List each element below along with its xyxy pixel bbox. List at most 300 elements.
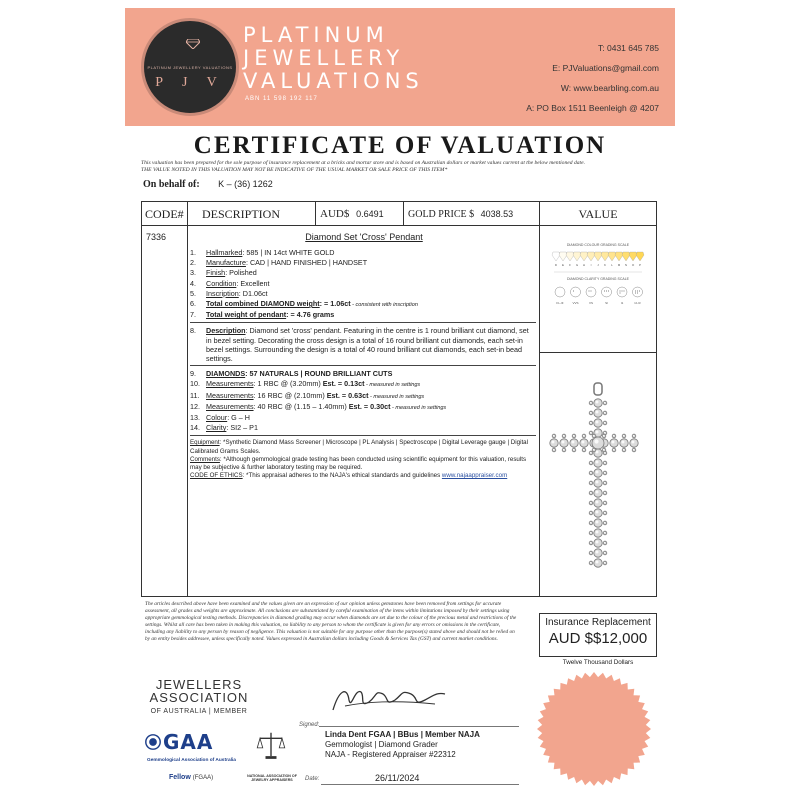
- on-behalf-label: On behalf of:: [143, 179, 200, 190]
- cross-stone-highlight: [590, 522, 591, 523]
- colour-gem: [622, 252, 630, 261]
- cross-stone: [589, 511, 593, 515]
- colour-grade-letter: P: [638, 263, 642, 267]
- cross-stone-highlight: [604, 402, 605, 403]
- clarity-scale-gems: [555, 287, 643, 305]
- cross-bail: [594, 383, 602, 395]
- cross-stone-highlight: [590, 462, 591, 463]
- row-number: 8.: [190, 326, 196, 336]
- cross-stone: [594, 419, 602, 427]
- valuation-table: [141, 201, 657, 597]
- clarity-inclusion: [591, 291, 592, 292]
- cross-stone: [589, 541, 593, 545]
- cross-stone: [603, 561, 607, 565]
- diamond-row: [190, 379, 536, 390]
- cross-stone: [570, 439, 578, 447]
- certificate-page: [125, 8, 675, 794]
- clarity-inclusion: [635, 291, 636, 292]
- row-number: 14.: [190, 423, 200, 433]
- cross-stone-highlight: [595, 460, 598, 463]
- description-column: [188, 226, 540, 596]
- clarity-inclusion: [589, 291, 590, 292]
- clarity-inclusion: [624, 291, 625, 292]
- detail-row: [190, 299, 536, 310]
- cross-stone: [603, 461, 607, 465]
- certificate-title: CERTIFICATE OF VALUATION: [193, 132, 607, 159]
- cross-stone: [603, 521, 607, 525]
- cross-stone-highlight: [604, 522, 605, 523]
- certificate-seal: [535, 670, 653, 788]
- comments-text: : *Although gemmological grade testing has been conducted using scientific equipment for this valuation, results may be subjective & further laboratory testing may be required.: [190, 455, 527, 472]
- cross-stone-highlight: [633, 435, 634, 436]
- equipment-text: : *Synthetic Diamond Mass Screener | Microscope | PL Analysis | Spectroscope | Digital Leverage gauge | Digital Calibrated Grams Scales.: [190, 439, 528, 455]
- cross-stone-highlight: [571, 440, 574, 443]
- cross-stone-highlight: [590, 552, 591, 553]
- cross-stone-highlight: [590, 412, 591, 413]
- cross-stone-highlight: [595, 520, 598, 523]
- clarity-inclusion: [637, 293, 638, 294]
- cross-stone: [610, 439, 618, 447]
- signer-details: [325, 730, 480, 760]
- gold-label: GOLD PRICE $: [408, 209, 475, 220]
- cross-stone-highlight: [623, 449, 624, 450]
- insurance-box: [539, 613, 657, 657]
- naja-text: NATIONAL ASSOCIATION OF JEWELRY APPRAISERS: [247, 774, 297, 783]
- cross-stone-highlight: [603, 435, 604, 436]
- header-aud: [316, 202, 404, 226]
- cross-stone: [630, 439, 638, 447]
- header-gold: [404, 202, 540, 226]
- colour-grade-letter: E: [561, 263, 565, 267]
- row-label: Condition: [206, 278, 237, 288]
- brand-line-3: VALUATIONS: [243, 69, 424, 93]
- clarity-grade-label: VVS: [572, 301, 579, 305]
- cross-stone-highlight: [595, 410, 598, 413]
- cross-stone-highlight: [553, 449, 554, 450]
- colour-gem: [608, 252, 616, 261]
- clarity-inclusion: [620, 291, 621, 292]
- pjv-logo: [141, 18, 239, 116]
- cross-stone-highlight: [631, 440, 634, 443]
- cross-stone-highlight: [633, 449, 634, 450]
- cross-stone-highlight: [613, 449, 614, 450]
- detail-row: [190, 310, 536, 320]
- cross-stone-highlight: [590, 452, 591, 453]
- cross-stone: [594, 509, 602, 517]
- row-label: Finish: [206, 268, 226, 278]
- ja-line-1: JEWELLERS: [155, 677, 243, 692]
- clarity-inclusion: [635, 293, 636, 294]
- signed-label: Signed:: [299, 722, 320, 728]
- contact-address: A: PO Box 1511 Beenleigh @ 4207: [526, 103, 659, 113]
- cross-stone: [592, 437, 604, 449]
- logo-monogram: P J V: [155, 75, 225, 90]
- aud-value: 0.6491: [356, 209, 384, 219]
- clarity-scale-label: DIAMOND CLARITY GRADING SCALE: [567, 277, 629, 281]
- row-label: Inscription: [206, 288, 239, 298]
- colour-grade-letter: H: [582, 263, 586, 267]
- cross-stone-highlight: [603, 449, 604, 450]
- cross-stone: [603, 491, 607, 495]
- on-behalf-value: K – (36) 1262: [218, 179, 273, 189]
- row-value: : G – H: [227, 413, 250, 423]
- detail-row: [190, 289, 536, 299]
- row-value: : 1 RBC @ (3.20mm): [253, 379, 323, 389]
- clarity-inclusion: [620, 293, 621, 294]
- cross-stone: [580, 439, 588, 447]
- cross-stone-highlight: [595, 510, 598, 513]
- row-number: 12.: [190, 401, 200, 411]
- row-estimate: Est. = 0.30ct: [348, 401, 391, 411]
- cross-stone-highlight: [590, 502, 591, 503]
- cross-stone-highlight: [604, 492, 605, 493]
- row-value: : 40 RBC @ (1.15 – 1.40mm): [253, 401, 349, 411]
- ethics-link[interactable]: www.najaappraiser.com: [441, 472, 508, 480]
- colour-grade-letter: K: [603, 263, 607, 267]
- cross-stone-highlight: [590, 432, 591, 433]
- cross-stone: [622, 448, 626, 452]
- date-label: Date:: [305, 776, 320, 782]
- colour-grade-letter: O: [631, 263, 635, 267]
- cross-stone: [594, 469, 602, 477]
- on-behalf-of: [143, 179, 273, 190]
- cross-stone: [622, 434, 626, 438]
- row-value: : D1.06ct: [238, 288, 268, 298]
- colour-gem: [573, 252, 581, 261]
- row-value: : = 1.06ct: [319, 299, 351, 309]
- diamond-row: [190, 423, 536, 433]
- description-row: [190, 326, 536, 363]
- colour-gem: [594, 252, 602, 261]
- colour-gem: [587, 252, 595, 261]
- row-label: Measurements: [206, 379, 254, 389]
- cross-stone: [603, 551, 607, 555]
- cross-stone: [589, 421, 593, 425]
- cross-stone-highlight: [604, 422, 605, 423]
- row-number: 6.: [190, 299, 196, 309]
- gold-value: 4038.53: [480, 209, 514, 219]
- intro-line-2: THE VALUE NOTED IN THIS VALUATION MAY NOT BE INDICATIVE OF THE USUAL MARKET OR SALE PRICE OF THIS ITEM*: [141, 167, 448, 173]
- row-label: Hallmarked: [206, 248, 243, 257]
- cross-stone: [594, 529, 602, 537]
- diamond-row: [190, 391, 536, 402]
- aud-label: AUD$: [320, 208, 350, 220]
- cross-stone: [572, 448, 576, 452]
- header-description: DESCRIPTION: [188, 202, 316, 226]
- cross-stone: [603, 511, 607, 515]
- colour-gem: [636, 252, 644, 261]
- colour-grade-letter: N: [624, 263, 628, 267]
- cross-stone-highlight: [590, 492, 591, 493]
- cross-stone: [594, 539, 602, 547]
- diamond-icon: [186, 39, 200, 49]
- cross-stone-highlight: [595, 400, 598, 403]
- cross-stone-highlight: [595, 420, 598, 423]
- clarity-grade-label: SI: [605, 301, 608, 305]
- item-code: 7336: [146, 232, 167, 242]
- contact-web[interactable]: W: www.bearbling.com.au: [560, 83, 659, 93]
- gaa-fellow: [169, 774, 213, 781]
- cross-stone: [589, 401, 593, 405]
- cross-stone: [603, 411, 607, 415]
- row-note: - measured in settings: [364, 382, 421, 389]
- cross-stone-highlight: [595, 550, 598, 553]
- cross-stone-highlight: [595, 540, 598, 543]
- colour-grade-letter: M: [617, 263, 621, 267]
- row-value: : = 4.76 grams: [286, 310, 335, 320]
- cross-stone-highlight: [563, 435, 564, 436]
- clarity-gem: [586, 287, 596, 297]
- colour-gem: [552, 252, 560, 261]
- cross-stone: [612, 434, 616, 438]
- abn-number: ABN 11 598 192 117: [245, 96, 318, 102]
- cross-stone-highlight: [594, 439, 598, 443]
- cross-stone-highlight: [563, 449, 564, 450]
- code-column: [142, 226, 188, 596]
- cross-stone: [589, 461, 593, 465]
- cross-stone: [632, 448, 636, 452]
- cross-stone: [612, 448, 616, 452]
- cross-stone: [603, 421, 607, 425]
- row-number: 7.: [190, 310, 196, 320]
- cross-stone-highlight: [573, 449, 574, 450]
- signer-title: Gemmologist | Diamond Grader: [325, 740, 438, 749]
- cross-stone-highlight: [604, 472, 605, 473]
- disclaimer-text: The articles described above have been examined and the values given are an expression of our opinion unless gemstones have been removed from settings for accurate assessment, all grades and weights are approximate. All conclusions are substantiated by careful examination of the items within limitations imposed by their settings using appropriate gemmological testing methods. Discrepancies in diamond grading may occur when diamonds are set due to the colour of the precious metal and restrictions of the settings. Whilst all care has been taken in making this valuation, no liability to any person to whom the certificate is given for any errors or omissions in the certificate, including any liability to any person by reason of negligence. This valuation is not suitable for any purpose other than the purpose(s) stated above and should not be relied on by an entity besides addressee, unless specifically noted. Values expressed in Australian dollars including Goods & Services Tax (GST) and current market conditions.: [145, 601, 517, 642]
- cross-stone-highlight: [623, 435, 624, 436]
- cross-stone-highlight: [595, 560, 598, 563]
- ethics-label: CODE OF ETHICS: [190, 472, 243, 480]
- cross-stone-highlight: [595, 490, 598, 493]
- intro-line-1: This valuation has been prepared for the sole purpose of insurance replacement at a bricks and mortar store and is based on Australian dollars or market values current at the below mentioned date.: [141, 160, 585, 166]
- diamond-row: [190, 413, 536, 423]
- date-line: [321, 784, 519, 785]
- cross-stone: [589, 561, 593, 565]
- divider: [190, 322, 536, 323]
- cross-stone: [603, 531, 607, 535]
- row-label: Clarity: [206, 423, 227, 433]
- row-number: 2.: [190, 258, 196, 268]
- cross-stone-highlight: [604, 432, 605, 433]
- colour-gem: [629, 252, 637, 261]
- equipment-label: Equipment: [190, 439, 220, 447]
- cross-stone: [594, 489, 602, 497]
- signature-line: [319, 726, 519, 727]
- divider: [190, 365, 536, 366]
- gaa-fellow-sub: (FGAA): [192, 775, 214, 781]
- colour-grade-letter: G: [575, 263, 579, 267]
- cross-stone: [589, 481, 593, 485]
- cross-stone: [603, 501, 607, 505]
- clarity-gem: [617, 287, 627, 297]
- gaa-emblem-icon: [141, 730, 165, 754]
- cross-stone-highlight: [595, 470, 598, 473]
- cross-stone-highlight: [590, 542, 591, 543]
- cross-stone-highlight: [583, 449, 584, 450]
- cross-stone-highlight: [590, 422, 591, 423]
- cross-stone: [589, 451, 593, 455]
- cross-stone-highlight: [611, 440, 614, 443]
- table-header: [142, 202, 656, 226]
- row-label: DIAMONDS: [206, 369, 246, 379]
- colour-gem: [580, 252, 588, 261]
- row-number: 9.: [190, 369, 196, 379]
- cross-stone-highlight: [595, 480, 598, 483]
- cross-stone: [582, 434, 586, 438]
- contact-email[interactable]: E: PJValuations@gmail.com: [552, 63, 659, 73]
- row-value: : 57 NATURALS | ROUND BRILLIANT CUTS: [245, 369, 393, 379]
- cross-stone-highlight: [593, 435, 594, 436]
- cross-stone-highlight: [590, 472, 591, 473]
- row-value: : Excellent: [236, 278, 270, 288]
- equipment-notes: [190, 439, 536, 480]
- clarity-grade-label: I1: [620, 301, 624, 305]
- clarity-gem: [571, 287, 581, 297]
- row-value: : 585 | IN 14ct WHITE GOLD: [242, 248, 335, 257]
- colour-grade-letter: D: [554, 263, 558, 267]
- colour-gem: [615, 252, 623, 261]
- cross-stone-highlight: [604, 562, 605, 563]
- cross-stone: [589, 551, 593, 555]
- cross-stone: [560, 439, 568, 447]
- value-column: [540, 226, 656, 596]
- signer-name: Linda Dent FGAA | BBus | Member NAJA: [325, 730, 480, 739]
- detail-row: [190, 248, 536, 258]
- cross-stone: [589, 491, 593, 495]
- ja-line-2: ASSOCIATION: [149, 690, 249, 705]
- detail-row: [190, 279, 536, 289]
- colour-gem: [601, 252, 609, 261]
- clarity-inclusion: [608, 291, 609, 292]
- cross-stone-highlight: [613, 435, 614, 436]
- cross-stone: [620, 439, 628, 447]
- colour-gem: [559, 252, 567, 261]
- contact-phone: T: 0431 645 785: [598, 43, 659, 53]
- row-note: - measured in settings: [390, 404, 447, 411]
- row-number: 5.: [190, 288, 196, 298]
- cross-stone: [603, 471, 607, 475]
- row-note: - measured in settings: [368, 393, 425, 400]
- cross-pendant-image: [546, 381, 650, 571]
- row-label: Colour: [206, 413, 228, 423]
- colour-grade-letter: F: [569, 263, 571, 267]
- cross-stone: [594, 499, 602, 507]
- row-number: 4.: [190, 278, 196, 288]
- ja-subtitle: OF AUSTRALIA | MEMBER: [150, 708, 248, 715]
- cross-stone: [589, 431, 593, 435]
- insurance-label: Insurance Replacement: [545, 617, 651, 628]
- date-value: 26/11/2024: [375, 773, 420, 783]
- row-estimate: Est. = 0.13ct: [322, 379, 365, 389]
- clarity-inclusion: [639, 291, 640, 292]
- cross-stone: [589, 531, 593, 535]
- cross-stone: [594, 399, 602, 407]
- cross-stone: [594, 549, 602, 557]
- cross-stone: [562, 448, 566, 452]
- seal-shape: [537, 672, 651, 786]
- cross-stone-highlight: [553, 435, 554, 436]
- cross-stone: [572, 434, 576, 438]
- cross-stone: [603, 401, 607, 405]
- cross-stone: [589, 471, 593, 475]
- cross-stone: [602, 448, 606, 452]
- row-note: - consistent with inscription: [350, 302, 418, 309]
- cross-stone-highlight: [604, 552, 605, 553]
- clarity-inclusion: [637, 291, 638, 292]
- diamond-row: [190, 402, 536, 413]
- cross-stone: [589, 501, 593, 505]
- clarity-gem: [602, 287, 612, 297]
- cross-stone: [562, 434, 566, 438]
- cross-stone-highlight: [604, 532, 605, 533]
- colour-scale-gems: [552, 252, 644, 267]
- cross-stone: [594, 519, 602, 527]
- cross-stone-highlight: [583, 435, 584, 436]
- divider: [540, 352, 656, 353]
- row-number: 11.: [190, 390, 200, 400]
- brand-name: [243, 24, 424, 93]
- colour-grade-letter: J: [597, 263, 599, 267]
- cross-stone-highlight: [561, 440, 564, 443]
- cross-stone-highlight: [604, 462, 605, 463]
- cross-stone: [552, 448, 556, 452]
- colour-gem: [566, 252, 574, 261]
- cross-stone: [589, 411, 593, 415]
- cross-stone: [603, 481, 607, 485]
- clarity-gem: [555, 287, 565, 297]
- divider: [190, 435, 536, 436]
- insurance-amount: AUD $$12,000: [548, 630, 648, 647]
- description-text: : Diamond set 'cross' pendant. Featuring in the centre is 1 round brilliant cut diamond, set in bezel setting. Decorating the cross design is a total of 16 round brilliant cut diamonds, each set-in bezel settings. Surrounding the design is a total of 40 round brilliant cut diamonds, each set-in bead settings.: [206, 326, 529, 364]
- cross-stone: [594, 559, 602, 567]
- grading-scale-chart: [548, 236, 648, 326]
- row-label: Measurements: [206, 401, 254, 411]
- clarity-grade-label: I2-I3: [634, 301, 641, 305]
- diamond-row: [190, 369, 536, 379]
- row-estimate: Est. = 0.63ct: [326, 390, 369, 400]
- cross-stone-highlight: [595, 500, 598, 503]
- cross-stone: [552, 434, 556, 438]
- gaa-fellow-label: Fellow: [169, 774, 191, 781]
- cross-stone-highlight: [604, 512, 605, 513]
- cross-stone-highlight: [604, 412, 605, 413]
- intro-text: [141, 160, 661, 174]
- row-label: Total weight of pendant: [206, 310, 287, 320]
- clarity-inclusion: [604, 291, 605, 292]
- signature: [325, 680, 455, 720]
- cross-stone-highlight: [551, 440, 554, 443]
- colour-grade-letter: I: [590, 263, 592, 267]
- cross-stone-highlight: [595, 430, 598, 433]
- cross-stone: [602, 434, 606, 438]
- row-number: 13.: [190, 413, 200, 423]
- clarity-inclusion: [622, 291, 623, 292]
- gaa-subtitle: Gemmological Association of Australia: [147, 758, 236, 763]
- colour-scale-label: DIAMOND COLOUR GRADING SCALE: [566, 243, 630, 247]
- clarity-gem: [633, 287, 643, 297]
- detail-row: [190, 258, 536, 268]
- cross-stone-highlight: [581, 440, 584, 443]
- cross-stone: [632, 434, 636, 438]
- cross-stone-highlight: [593, 449, 594, 450]
- cross-stone-highlight: [573, 435, 574, 436]
- cross-stone: [582, 448, 586, 452]
- colour-grade-letter: L: [611, 263, 613, 267]
- row-value: : SI2 – P1: [226, 423, 258, 433]
- cross-stone-highlight: [590, 512, 591, 513]
- clarity-inclusion: [573, 291, 574, 292]
- cross-stone-highlight: [621, 440, 624, 443]
